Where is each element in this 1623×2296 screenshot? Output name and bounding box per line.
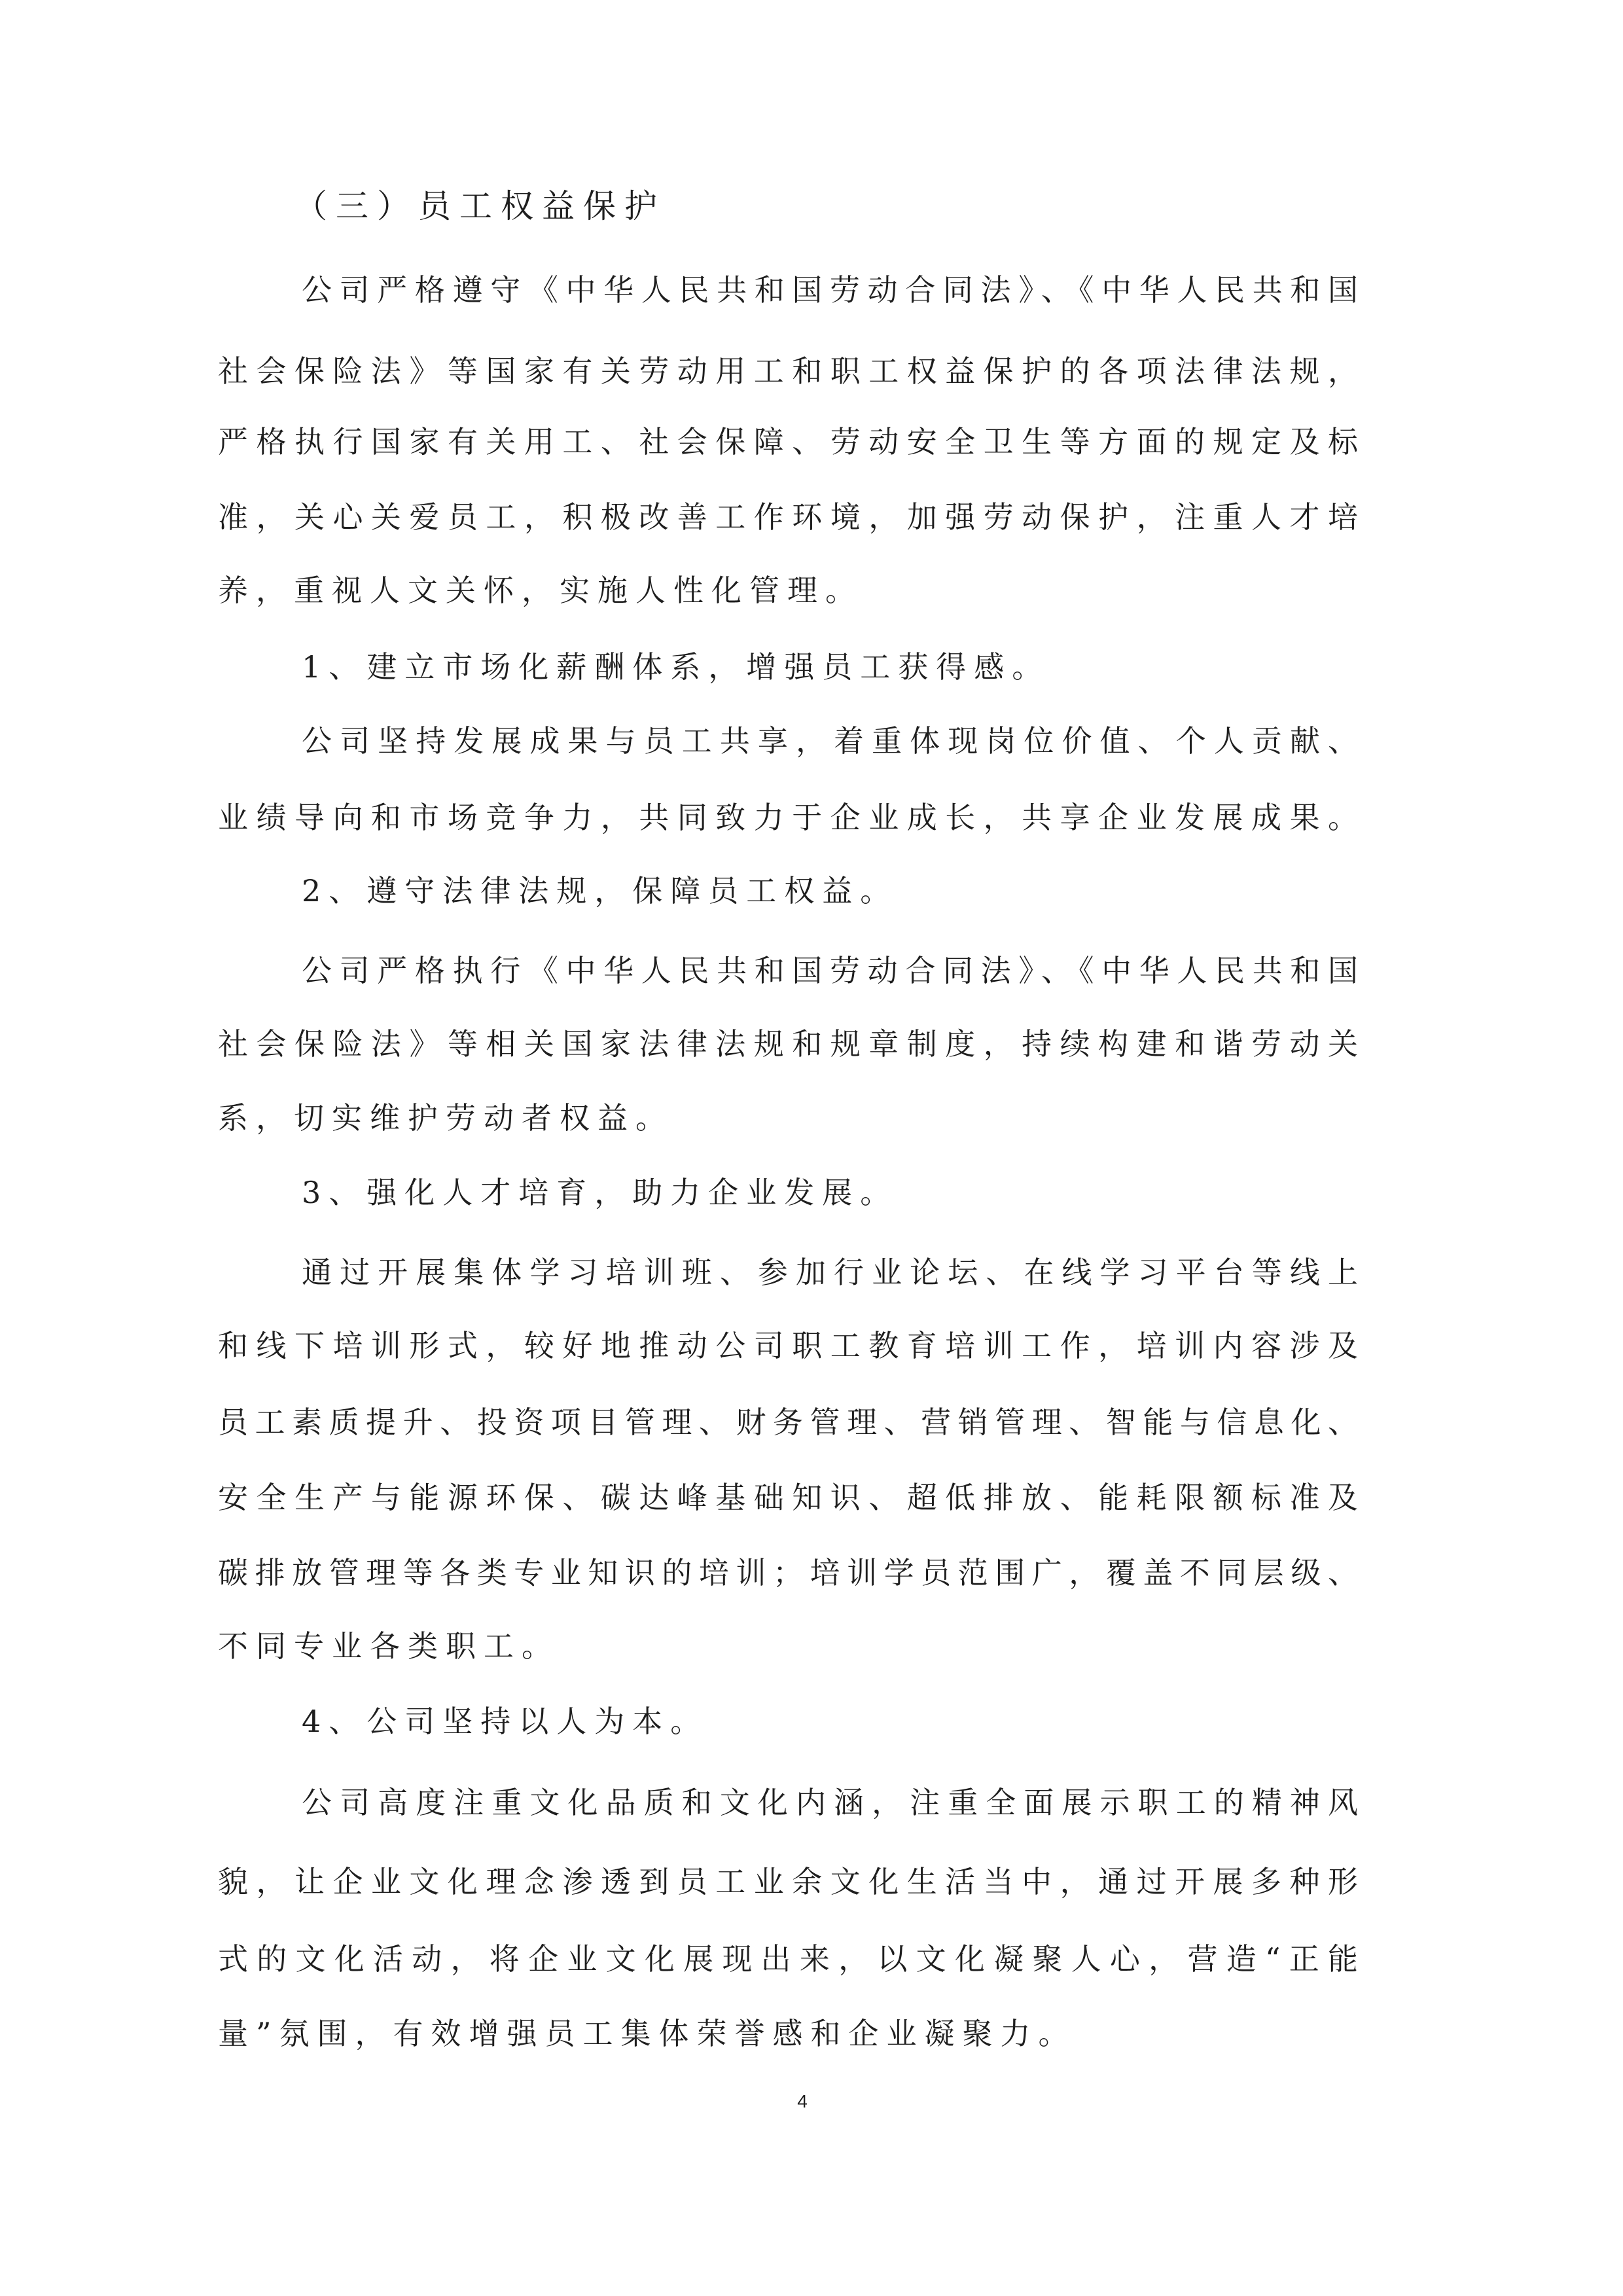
paragraph-line: 貌，让企业文化理念渗透到员工业余文化生活当中，通过开展多种形: [218, 1864, 1358, 1899]
paragraph-line: 养，重视人文关怀，实施人性化管理。: [218, 573, 863, 608]
paragraph-line: 公司严格执行《中华人民共和国劳动合同法》、《中华人民共和国: [302, 953, 1358, 988]
numbered-subheading: 1、建立市场化薪酬体系，增强员工获得感。: [302, 649, 1050, 685]
numbered-subheading: 2、遵守法律法规，保障员工权益。: [302, 873, 899, 908]
paragraph-line: 业绩导向和市场竞争力，共同致力于企业成长，共享企业发展成果。: [218, 800, 1358, 835]
paragraph-line: 社会保险法》等国家有关劳动用工和职工权益保护的各项法律法规，: [218, 353, 1358, 389]
paragraph-line: 公司高度注重文化品质和文化内涵，注重全面展示职工的精神风: [302, 1785, 1358, 1820]
page-number: 4: [797, 2091, 808, 2111]
paragraph-line: 安全生产与能源环保、碳达峰基础知识、超低排放、能耗限额标准及: [218, 1480, 1358, 1515]
paragraph-line: 公司坚持发展成果与员工共享，着重体现岗位价值、个人贡献、: [302, 723, 1358, 759]
paragraph-line: 准，关心关爱员工，积极改善工作环境，加强劳动保护，注重人才培: [218, 499, 1358, 535]
paragraph-line: 和线下培训形式，较好地推动公司职工教育培训工作，培训内容涉及: [218, 1328, 1358, 1363]
paragraph-line: 量”氛围，有效增强员工集体荣誉感和企业凝聚力。: [218, 2016, 1077, 2051]
paragraph-line: 公司严格遵守《中华人民共和国劳动合同法》、《中华人民共和国: [302, 272, 1358, 308]
paragraph-line: 不同专业各类职工。: [218, 1628, 560, 1664]
section-heading: （三）员工权益保护: [294, 187, 666, 225]
numbered-subheading: 3、强化人才培育，助力企业发展。: [302, 1175, 899, 1210]
paragraph-line: 严格执行国家有关用工、社会保障、劳动安全卫生等方面的规定及标: [218, 424, 1358, 459]
paragraph-line: 式的文化活动，将企业文化展现出来，以文化凝聚人心，营造“正能: [218, 1941, 1358, 1977]
paragraph-line: 碳排放管理等各类专业知识的培训；培训学员范围广，覆盖不同层级、: [218, 1555, 1358, 1590]
paragraph-line: 员工素质提升、投资项目管理、财务管理、营销管理、智能与信息化、: [218, 1405, 1358, 1440]
paragraph-line: 系，切实维护劳动者权益。: [218, 1100, 673, 1136]
paragraph-line: 社会保险法》等相关国家法律法规和规章制度，持续构建和谐劳动关: [218, 1026, 1358, 1062]
paragraph-line: 通过开展集体学习培训班、参加行业论坛、在线学习平台等线上: [302, 1255, 1358, 1290]
numbered-subheading: 4、公司坚持以人为本。: [302, 1704, 709, 1739]
